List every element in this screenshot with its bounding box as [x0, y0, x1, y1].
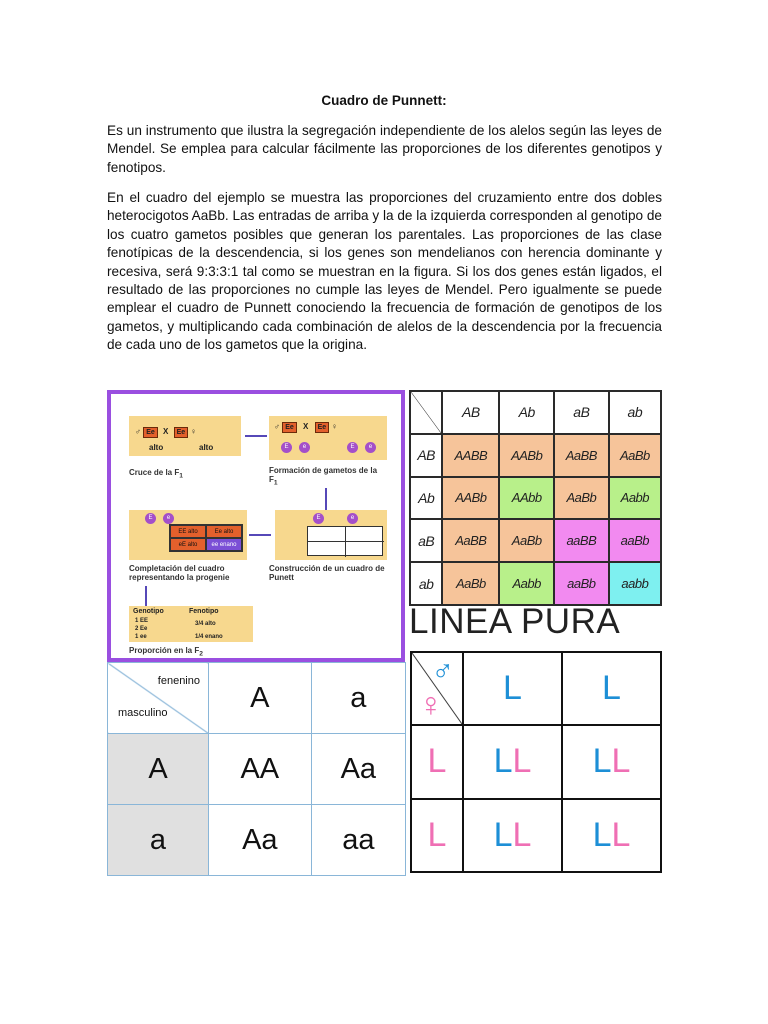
caption-formacion: Formación de gametos de la $F_1$ [269, 466, 378, 487]
page-title: Cuadro de Punnett: [321, 93, 447, 108]
construction-box: E e [275, 510, 387, 560]
times-symbol: X [163, 427, 169, 436]
gamete-cell: L [411, 725, 463, 798]
genotype-cell: aabb [609, 562, 661, 605]
figure-monohybrid-punnett [107, 662, 406, 876]
row-label: a [108, 805, 209, 876]
header-cell: Ab [499, 391, 554, 434]
genotype-cell: LL [562, 725, 661, 798]
row-label: ab [410, 562, 442, 605]
genotype-cell: AaBb [554, 477, 609, 520]
row-label: Ab [410, 477, 442, 520]
genotype-cell: aaBb [609, 519, 661, 562]
header-cell: ab [609, 391, 661, 434]
proportion-box: Genotipo Fenotipo 1 EE 2 Ee 1 ee 3/4 alto 1/4 enano [129, 606, 253, 642]
genotype-cell: Aabb [609, 477, 661, 520]
header-cell: AB [442, 391, 499, 434]
caption-proporcion: Proporción en la $F_2$ [129, 646, 203, 658]
arrow [325, 488, 327, 510]
paragraph-intro: Es un instrumento que ilustra la segregación independiente de los alelos según las leyes de Mendel. Se emplea para calcular fácilmente las proporciones de los diferentes genotipos y fenotipos. [107, 123, 662, 175]
arrow [249, 534, 271, 536]
gamete-cell: L [463, 652, 562, 725]
genotype-cell: AaBB [554, 434, 609, 477]
genotype-cell: aa [311, 805, 405, 876]
genotype-cell: LL [562, 799, 661, 872]
linea-pura-title: LINEA PURA [409, 602, 621, 641]
gamete-cell: L [562, 652, 661, 725]
row-label: A [108, 734, 209, 805]
male-label: masculino [118, 707, 168, 719]
caption-completacion: Completación del cuadro representando la progenie [129, 564, 230, 582]
figure-cruce-diagram [107, 390, 405, 662]
header-cell: a [311, 663, 405, 734]
female-symbol: ♀ [418, 686, 444, 725]
caption-construccion: Construcción de un cuadro de Punett [269, 564, 385, 582]
genotype-cell: Aabb [499, 562, 554, 605]
arrow [145, 586, 147, 606]
figure-dihybrid-punnett [409, 390, 662, 606]
genotype-cell: AA [209, 734, 312, 805]
male-symbol: ♂ [135, 427, 141, 436]
genotype-cell: AABb [499, 434, 554, 477]
genotype-cell: AABb [442, 477, 499, 520]
male-symbol: ♂ [431, 655, 454, 688]
row-label: AB [410, 434, 442, 477]
completed-grid-box: E e EE alto Ee alto eE alto ee enano [129, 510, 247, 560]
gametes-box: ♂ Ee X Ee ♀ E e E e [269, 416, 387, 460]
genotype-cell: LL [463, 725, 562, 798]
paragraph-example: En el cuadro del ejemplo se muestra las proporciones del cruzamiento entre dos dobles heterocigotos AaBb. Las entradas de arriba y la de la izquierda corresponden al genotipo de los cuatro gametos posibles que generan los parentales. Las proporciones de las clase fenotípicas de la descendencia, si los genes son mendelianos con herencia dominante y recesiva, será 9:3:3:1 tal como se muestran en la figura. Si los dos genes están ligados, el resultado de las proporciones no cumple las leyes de Mendel. Pero igualmente se puede emplear el cuadro de Punnett conociendo la frecuencia de formación de genotipos de los gametos, y multiplicando cada combinación de alelos de la descendencia por la frecuencia de cada uno de los gametos que la origina. [107, 190, 662, 353]
corner-cell [411, 652, 463, 725]
figure-linea-pura [410, 651, 662, 873]
genotype-cell: AaBb [442, 562, 499, 605]
corner-cell [410, 391, 442, 434]
female-label: fenenino [157, 675, 200, 687]
row-label: aB [410, 519, 442, 562]
genotype-cell: LL [463, 799, 562, 872]
genotype-cell: AAbb [499, 477, 554, 520]
header-cell: A [209, 663, 312, 734]
gene-label: Ee [143, 427, 158, 438]
arrow [245, 435, 267, 437]
gamete-cell: L [411, 799, 463, 872]
genotype-cell: AABB [442, 434, 499, 477]
genotype-cell: aaBB [554, 519, 609, 562]
genotype-cell: AaBB [442, 519, 499, 562]
genotype-cell: Aa [209, 805, 312, 876]
genotype-cell: Aa [311, 734, 405, 805]
female-symbol: ♀ [190, 427, 197, 436]
phenotype-label: alto [199, 443, 214, 452]
gene-label: Ee [174, 427, 189, 438]
cruce-box [129, 416, 241, 456]
caption-cruce: Cruce de la $F_1$ [129, 468, 183, 480]
corner-cell [108, 663, 209, 734]
genotype-cell: AaBb [499, 519, 554, 562]
genotype-cell: aaBb [554, 562, 609, 605]
phenotype-label: alto [149, 443, 164, 452]
genotype-cell: AaBb [609, 434, 661, 477]
header-cell: aB [554, 391, 609, 434]
